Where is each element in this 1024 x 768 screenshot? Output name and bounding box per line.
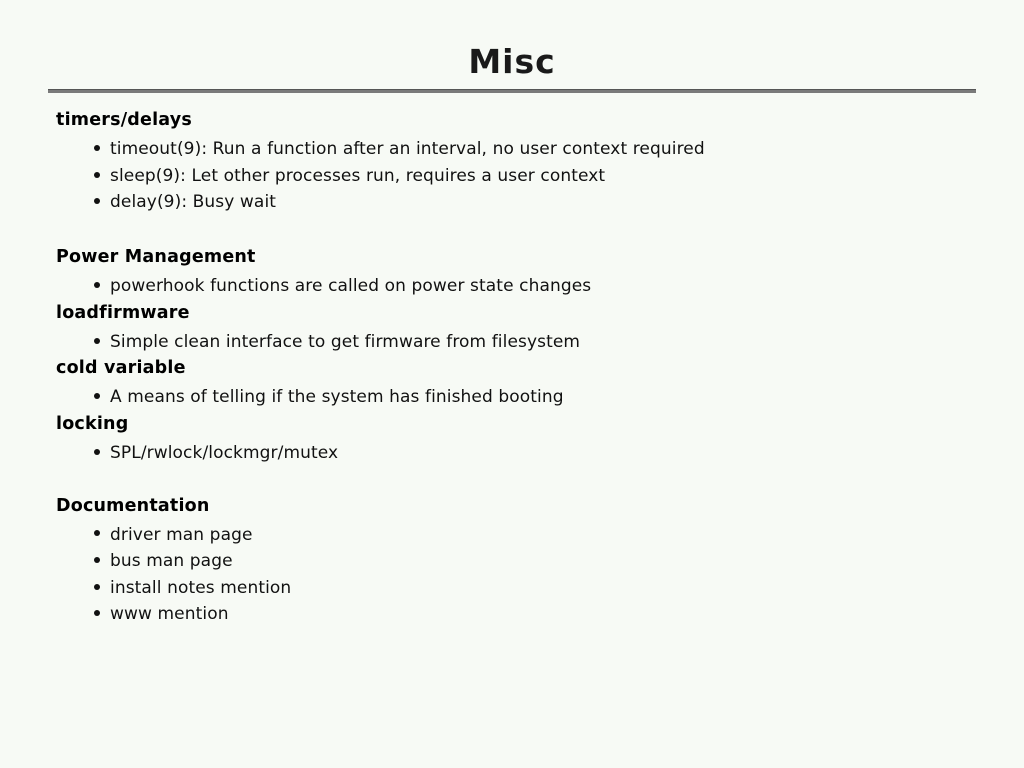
slide-content bbox=[0, 93, 1024, 627]
bullet-dot-icon bbox=[94, 145, 100, 151]
list-item bbox=[94, 601, 976, 628]
bullet-dot-icon bbox=[94, 393, 100, 399]
list-item bbox=[94, 575, 976, 602]
list-item-label: Simple clean interface to get firmware from filesystem bbox=[110, 331, 581, 352]
bullet-dot-icon bbox=[94, 557, 100, 563]
list-item bbox=[94, 163, 976, 190]
bullet-dot-icon bbox=[94, 338, 100, 344]
list-item bbox=[94, 384, 976, 411]
list-item bbox=[94, 273, 976, 300]
list-item bbox=[94, 548, 976, 575]
section-loadfirmware bbox=[56, 300, 976, 356]
bullet-list bbox=[56, 136, 976, 216]
section-spacer bbox=[56, 467, 976, 493]
list-item bbox=[94, 522, 976, 549]
section-locking bbox=[56, 411, 976, 467]
list-item bbox=[94, 440, 976, 467]
bullet-list bbox=[56, 522, 976, 628]
page-title: Misc bbox=[468, 42, 556, 81]
bullet-dot-icon bbox=[94, 530, 100, 536]
list-item-label: delay(9): Busy wait bbox=[110, 192, 277, 213]
bullet-dot-icon bbox=[94, 282, 100, 288]
bullet-dot-icon bbox=[94, 449, 100, 455]
list-item-label: powerhook functions are called on power state changes bbox=[110, 276, 592, 297]
list-item-label: A means of telling if the system has finished booting bbox=[110, 387, 564, 408]
bullet-dot-icon bbox=[94, 584, 100, 590]
list-item-label: bus man page bbox=[110, 551, 233, 572]
section-heading: cold variable bbox=[56, 358, 186, 379]
section-heading: loadfirmware bbox=[56, 302, 190, 323]
bullet-dot-icon bbox=[94, 610, 100, 616]
section-cold-variable bbox=[56, 355, 976, 411]
list-item-label: install notes mention bbox=[110, 577, 292, 598]
bullet-list bbox=[56, 329, 976, 356]
section-spacer bbox=[56, 216, 976, 244]
section-heading: Documentation bbox=[56, 495, 210, 516]
bullet-list bbox=[56, 440, 976, 467]
list-item bbox=[94, 136, 976, 163]
bullet-list bbox=[56, 273, 976, 300]
list-item-label: driver man page bbox=[110, 524, 253, 545]
section-heading: timers/delays bbox=[56, 110, 192, 131]
bullet-list bbox=[56, 384, 976, 411]
section-documentation bbox=[56, 493, 976, 628]
list-item-label: SPL/rwlock/lockmgr/mutex bbox=[110, 443, 339, 464]
list-item-label: timeout(9): Run a function after an interval, no user context required bbox=[110, 139, 705, 160]
section-power-management bbox=[56, 244, 976, 300]
bullet-dot-icon bbox=[94, 198, 100, 204]
list-item-label: www mention bbox=[110, 604, 229, 625]
bullet-dot-icon bbox=[94, 172, 100, 178]
section-heading: Power Management bbox=[56, 246, 256, 267]
list-item bbox=[94, 189, 976, 216]
section-timers-delays bbox=[56, 107, 976, 216]
section-heading: locking bbox=[56, 413, 129, 434]
list-item-label: sleep(9): Let other processes run, requires a user context bbox=[110, 165, 606, 186]
list-item bbox=[94, 329, 976, 356]
